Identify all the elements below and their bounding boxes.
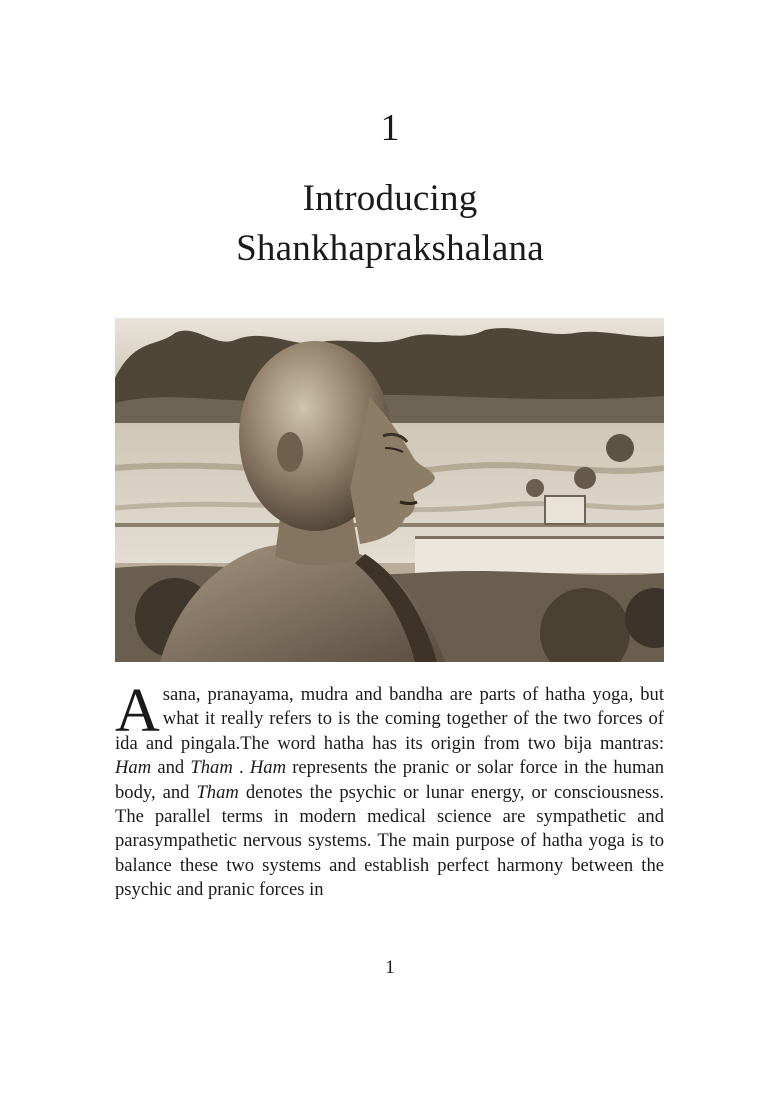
drop-cap: A [115, 677, 160, 745]
body-text-segment: and [157, 757, 191, 779]
chapter-title-line-1: Introducing [302, 178, 478, 219]
body-paragraph [115, 677, 664, 903]
mantra-tham: Tham [190, 757, 233, 779]
body-text-segment: represents the pranic or solar force in the human body, and [115, 757, 664, 803]
chapter-number: 1 [380, 107, 400, 149]
body-text-segment: sana, pranayama, mudra and bandha are parts of hatha yoga, but what it really refers to is the coming together of the two forces of ida and pingala.The word hatha has its origin from two bija mantras: [115, 684, 664, 754]
chapter-photo [115, 318, 664, 662]
chapter-title [0, 174, 780, 274]
chapter-title-line-2: Shankhaprakshalana [236, 228, 544, 269]
body-text-segment: . [239, 757, 250, 779]
page-number: 1 [385, 957, 395, 978]
mantra-ham: Ham [249, 757, 287, 779]
mantra-ham: Ham [115, 757, 152, 779]
mantra-tham: Tham [196, 781, 239, 803]
body-text-segment: denotes the psychic or lunar energy, or consciousness. The parallel terms in modern medical science are sympathetic and parasympathetic nervous systems. The main purpose of hatha yoga is to balance these two systems and establish perfect harmony between the psychic and pranic forces in [115, 781, 664, 901]
